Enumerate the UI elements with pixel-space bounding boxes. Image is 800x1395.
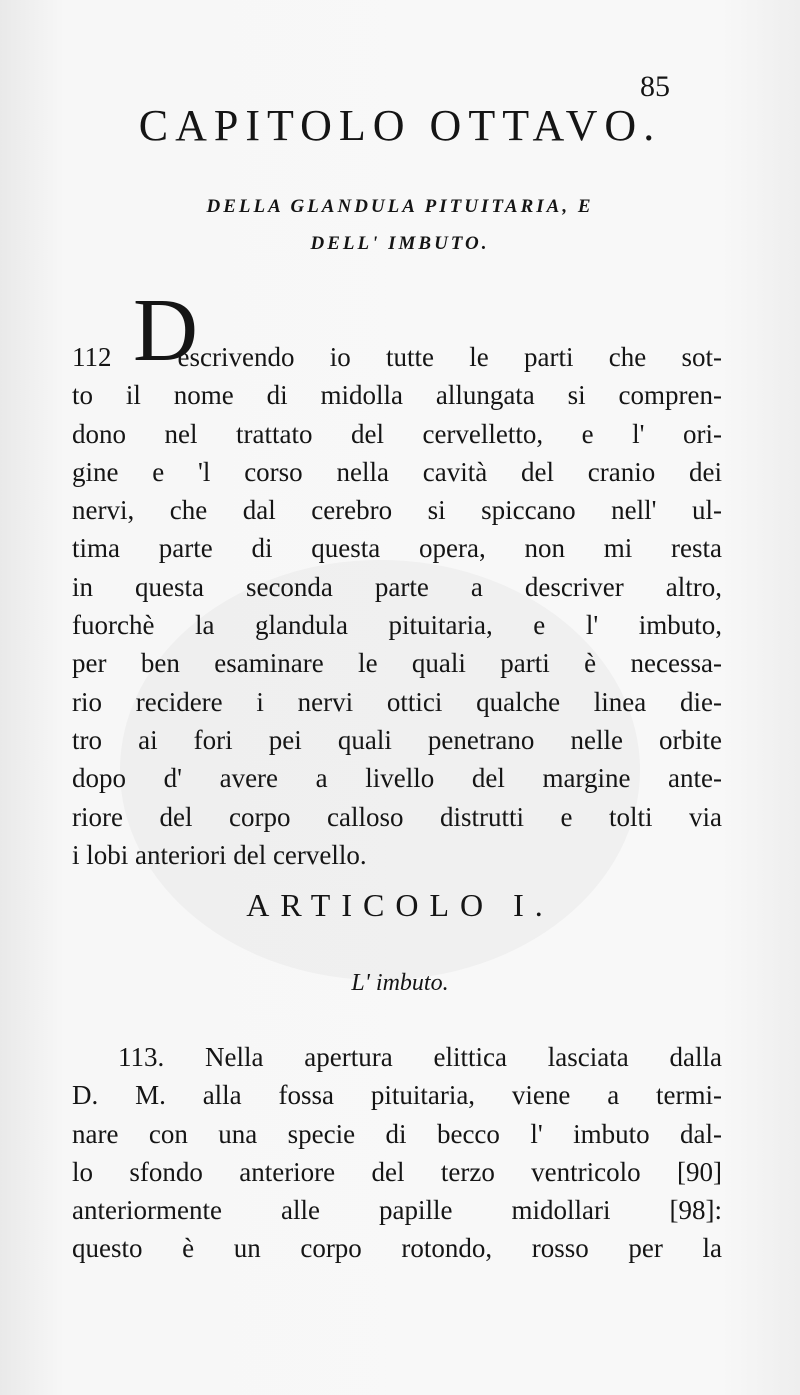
chapter-subtitle-line2: DELL' IMBUTO. xyxy=(310,233,490,254)
paragraph-line: rio recidere i nervi ottici qualche linea die- xyxy=(72,686,722,717)
paragraph-number: 112 xyxy=(72,342,112,372)
paragraph-number: 113. xyxy=(118,1042,165,1072)
paragraph-line: riore del corpo calloso distrutti e tolti via xyxy=(72,801,722,832)
paragraph-line: gine e 'l corso nella cavità del cranio dei xyxy=(72,456,722,487)
paragraph-line: to il nome di midolla allungata si compren- xyxy=(72,380,722,411)
article-title: ARTICOLO I. xyxy=(246,887,554,923)
paragraph-line xyxy=(72,1038,722,1076)
paragraph-line: nare con una specie di becco l' imbuto dal- xyxy=(72,1118,722,1149)
paragraph-text: escrivendo io tutte le parti che sot- xyxy=(177,342,722,372)
paragraph-line: in questa seconda parte a descriver altro, xyxy=(72,571,722,602)
paragraph-line: dono nel trattato del cervelletto, e l' ori- xyxy=(72,418,722,449)
paragraph-line: per ben esaminare le quali parti è necessa- xyxy=(72,648,722,679)
paragraph-line: lo sfondo anteriore del terzo ventricolo [90] xyxy=(72,1156,722,1187)
paragraph-text: Nella apertura elittica lasciata dalla xyxy=(205,1042,722,1072)
chapter-subtitle-line1: DELLA GLANDULA PITUITARIA, E xyxy=(206,196,594,217)
paragraph-line: fuorchè la glandula pituitaria, e l' imbuto, xyxy=(72,610,722,641)
drop-cap: D xyxy=(133,281,198,380)
paragraph-line xyxy=(72,338,722,376)
paragraph-line: anteriormente alle papille midollari [98]: xyxy=(72,1195,722,1226)
paragraph-line: tima parte di questa opera, non mi resta xyxy=(72,533,722,564)
article-subtitle: L' imbuto. xyxy=(351,970,449,996)
paragraph-line: questo è un corpo rotondo, rosso per la xyxy=(72,1233,722,1264)
page-number: 85 xyxy=(640,70,670,103)
paragraph-line: D. M. alla fossa pituitaria, viene a termi- xyxy=(72,1080,722,1111)
paragraph-112 xyxy=(72,338,722,874)
paragraph-line: i lobi anteriori del cervello. xyxy=(72,839,367,870)
paragraph-line: nervi, che dal cerebro si spiccano nell' ul- xyxy=(72,495,722,526)
chapter-title: CAPITOLO OTTAVO. xyxy=(138,101,662,150)
paragraph-113 xyxy=(72,1038,722,1268)
paragraph-line: tro ai fori pei quali penetrano nelle orbite xyxy=(72,724,722,755)
paragraph-line: dopo d' avere a livello del margine ante- xyxy=(72,763,722,794)
